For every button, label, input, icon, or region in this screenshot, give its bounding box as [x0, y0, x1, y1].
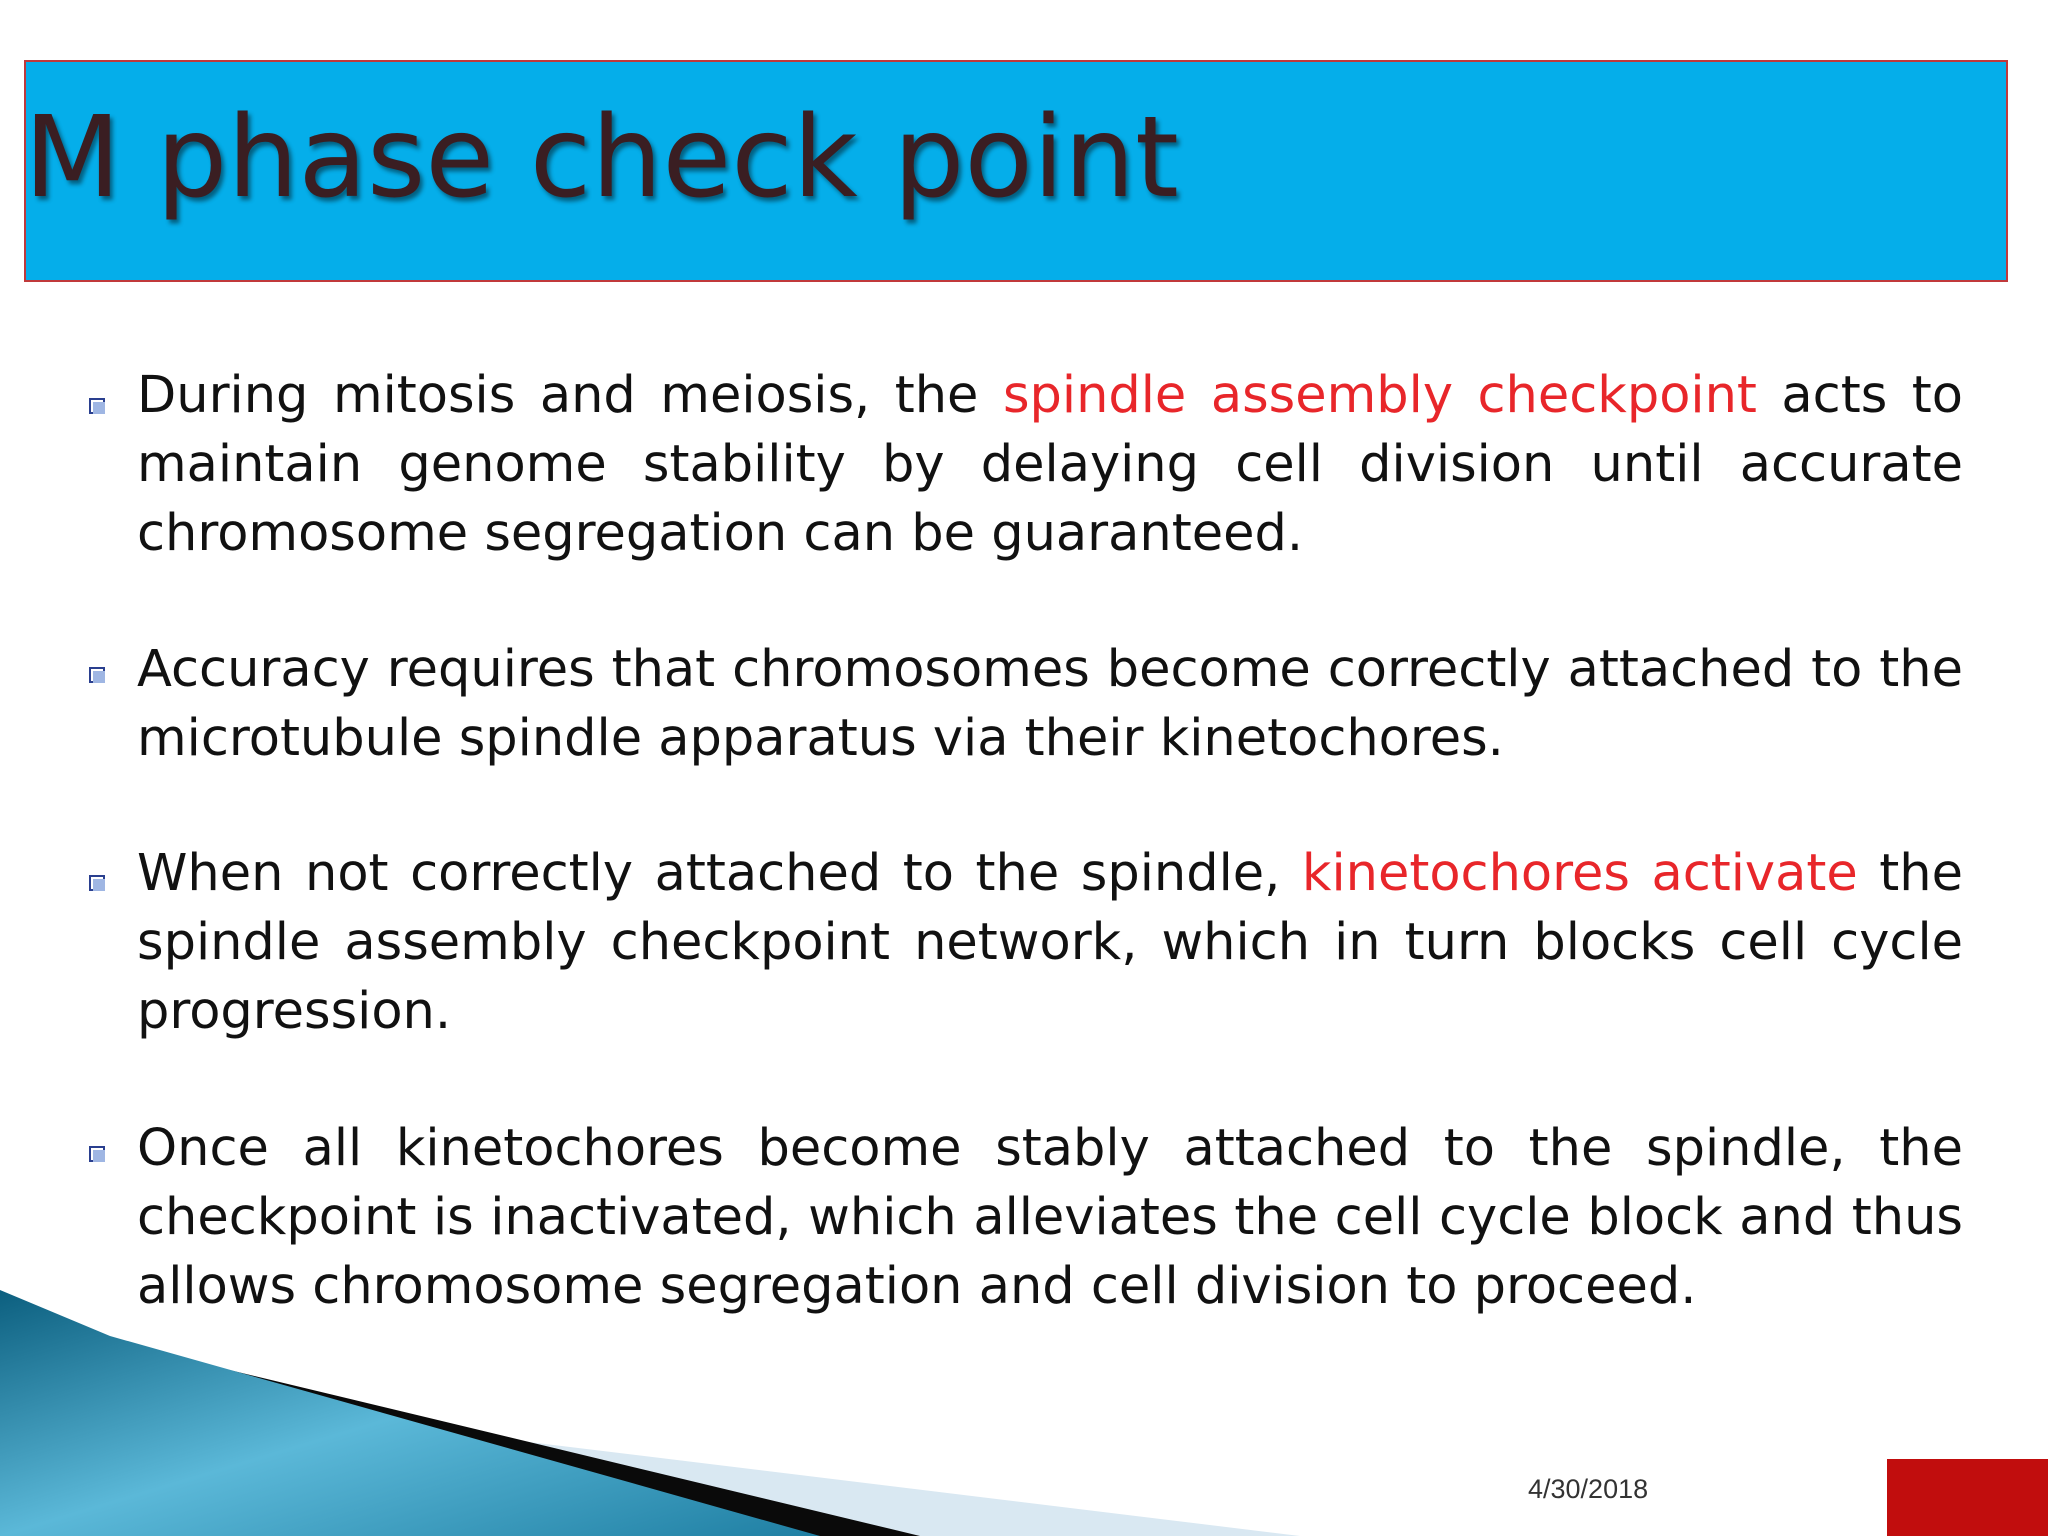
bullet-item — [137, 839, 1963, 1046]
highlight-text: spindle assembly checkpoint — [1002, 366, 1757, 425]
bullet-text-part: the spindle assembly checkpoint network, which in turn blocks cell cycle progression. — [137, 844, 1963, 1041]
highlight-text: kinetochores activate — [1301, 844, 1858, 903]
square-bullet-icon — [89, 398, 105, 414]
bullet-text-part: When not correctly attached to the spindle, — [137, 844, 1302, 903]
bullet-text-part: acts to maintain genome stability by delaying cell division until accurate chromosome segregation can be guaranteed. — [137, 366, 1963, 563]
bullet-item — [137, 361, 1963, 568]
bullet-text-part: Once all kinetochores become stably attached to the spindle, the checkpoint is inactivated, which alleviates the cell cycle block and thus allows chromosome segregation and cell division to proceed. — [137, 1119, 1963, 1316]
square-bullet-icon — [89, 667, 105, 683]
bullet-item — [137, 635, 1963, 773]
slide-title: M phase check point — [24, 93, 1179, 223]
square-bullet-icon — [89, 875, 105, 891]
slide-date: 4/30/2018 — [1528, 1474, 1649, 1504]
red-corner-block — [1887, 1459, 2048, 1536]
decorative-swoosh — [0, 1290, 1300, 1536]
bullet-text-part: During mitosis and meiosis, the — [137, 366, 1003, 425]
square-bullet-icon — [89, 1146, 105, 1162]
bullet-text-part: Accuracy requires that chromosomes become correctly attached to the microtubule spindle apparatus via their kinetochores. — [137, 640, 1963, 768]
